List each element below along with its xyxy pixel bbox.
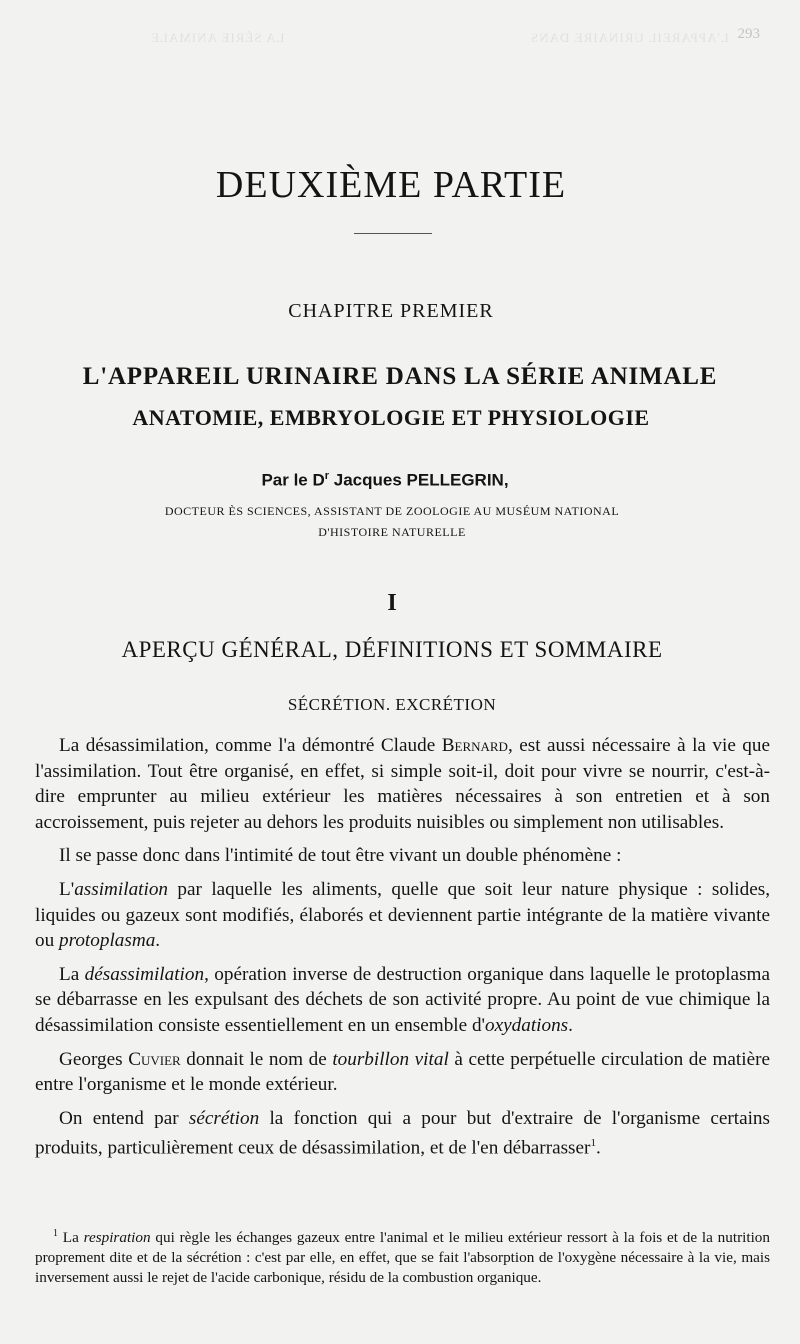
person-name-cuvier: Cuvier (128, 1048, 181, 1070)
paragraph-4 (35, 962, 770, 1039)
article-title: L'APPAREIL URINAIRE DANS LA SÉRIE ANIMALE (82, 363, 718, 390)
title-rule-divider (354, 233, 432, 234)
section-number: I (387, 590, 397, 616)
footnote-text-a: La (58, 1229, 84, 1247)
page-number: 293 (737, 26, 760, 42)
term-respiration: respiration (83, 1229, 151, 1247)
paragraph-5-text-b: donnait le nom de (180, 1048, 333, 1070)
author-prefix: Par le D (261, 470, 325, 490)
body-text (35, 733, 770, 1169)
section-title: APERÇU GÉNÉRAL, DÉFINITIONS ET SOMMAIRE (121, 637, 663, 662)
author-prefix-sup: r (324, 470, 330, 482)
paragraph-3-text-b: par laquelle les aliments, quelle que soit leur nature physique : solides, liquides ou gazeux sont modifiés, élaborés et deviennent partie intégrante de la matière vivante ou (35, 878, 770, 952)
paragraph-3 (35, 877, 770, 954)
paragraph-6-text-c: . (595, 1137, 601, 1159)
bleed-through-text-left: LA SÉRIE ANIMALE (150, 30, 285, 45)
paragraph-3-text-c: . (155, 930, 161, 952)
paragraph-5-text-c: à cette perpétuelle circulation de matière entre l'organisme et le monde extérieur. (35, 1048, 770, 1096)
term-assimilation: assimilation (74, 878, 169, 900)
author-credentials (0, 501, 784, 543)
credentials-line-2: D'HISTOIRE NATURELLE (318, 525, 466, 539)
term-tourbillon-vital: tourbillon vital (332, 1048, 449, 1070)
paragraph-6-text-a: On entend par (59, 1107, 189, 1129)
paragraph-1 (35, 733, 770, 835)
footnote-mark: 1 (53, 1228, 58, 1239)
paragraph-1-text-a: La désassimilation, comme l'a démontré Claude (59, 735, 442, 756)
footnote-1 (35, 1224, 770, 1288)
footnote-text-b: qui règle les échanges gazeux entre l'animal et le milieu extérieur ressort à la fois et de la nutrition proprement dite et de la sécrétion : c'est par elle, en effet, que se fait l'absorption de l'oxygène nécessaire à la vie, mais inversement aussi le rejet de l'acide carbonique, résidu de la combustion organique. (35, 1229, 770, 1287)
footnotes (35, 1224, 770, 1288)
paragraph-3-text-a: L' (59, 878, 75, 900)
author-name: Jacques PELLEGRIN, (333, 470, 509, 490)
paragraph-4-text-b: , opération inverse de destruction organique dans laquelle le protoplasma se débarrasse en les expulsant des déchets de son activité propre. Au point de vue chimique la désassimilation consiste essentiellement en un ensemble d' (35, 963, 770, 1036)
term-oxydations: oxydations (485, 1014, 569, 1036)
subsection-title: SÉCRÉTION. EXCRÉTION (287, 695, 497, 714)
paragraph-2: Il se passe donc dans l'intimité de tout être vivant un double phénomène : (59, 845, 622, 867)
paragraph-6-text-b: la fonction qui a pour but d'extraire de l'organisme certains produits, particulièrement ceux de désassimilation, et de l'en débarrasser (35, 1107, 770, 1159)
term-desassimilation: désassimilation (84, 963, 205, 985)
paragraph-4-text-a: La (59, 963, 85, 985)
part-title: DEUXIÈME PARTIE (215, 164, 567, 206)
credentials-line-1: DOCTEUR ÈS SCIENCES, ASSISTANT DE ZOOLOGIE AU MUSÉUM NATIONAL (164, 504, 620, 518)
author-line (0, 470, 770, 491)
term-secretion: sécrétion (188, 1107, 260, 1129)
paragraph-6 (35, 1106, 770, 1162)
article-subtitle: ANATOMIE, EMBRYOLOGIE ET PHYSIOLOGIE (132, 405, 650, 430)
paragraph-1-text-b: , est aussi nécessaire à la vie que l'assimilation. Tout être organisé, en effet, si simple soit-il, doit pour vivre se nourrir, c'est-à-dire emprunter au milieu extérieur les matières nécessaires à son entretien et à son accroissement, puis rejeter au dehors les produits nuisibles ou simplement non utilisables. (35, 735, 770, 833)
footnote-reference[interactable]: 1 (590, 1137, 596, 1150)
chapter-title: CHAPITRE PREMIER (288, 300, 494, 322)
paragraph-5-text-a: Georges (59, 1048, 129, 1070)
term-protoplasma: protoplasma (58, 930, 156, 952)
paragraph-5 (35, 1047, 770, 1098)
person-name-bernard: Bernard (441, 735, 508, 756)
paragraph-4-text-c: . (568, 1014, 573, 1036)
bleed-through-text-right: L'APPAREIL URINAIRE DANS (530, 30, 729, 45)
